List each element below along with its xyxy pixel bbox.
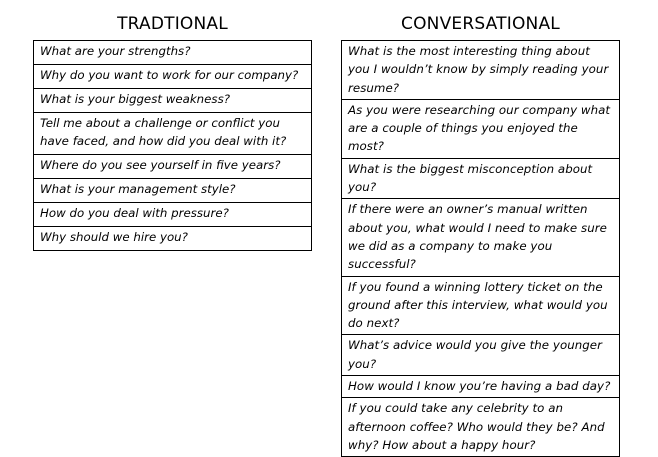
table-row: [342, 376, 620, 398]
question-cell: If you could take any celebrity to an afternoon coffee? Who would they be? And why? How about a happy hour?: [342, 398, 620, 457]
question-cell: Tell me about a challenge or conflict you have faced, and how did you deal with it?: [34, 113, 312, 155]
question-cell: Where do you see yourself in five years?: [34, 155, 312, 179]
question-cell: If there were an owner’s manual written about you, what would I need to make sure we did as a company to make you successful?: [342, 199, 620, 276]
question-cell: Why do you want to work for our company?: [34, 65, 312, 89]
table-row: [34, 113, 312, 155]
question-cell: What is your management style?: [34, 179, 312, 203]
table-row: [342, 199, 620, 276]
table-row: [342, 276, 620, 335]
table-row: [342, 335, 620, 376]
question-cell: How do you deal with pressure?: [34, 203, 312, 227]
question-cell: What’s advice would you give the younger you?: [342, 335, 620, 376]
table-row: [34, 65, 312, 89]
question-cell: What is your biggest weakness?: [34, 89, 312, 113]
table-row: [34, 155, 312, 179]
table-row: [34, 203, 312, 227]
traditional-column-title: TRADTIONAL: [117, 14, 228, 34]
table-row: [34, 227, 312, 251]
table-row: [34, 89, 312, 113]
table-row: [34, 41, 312, 65]
table-row: [342, 398, 620, 457]
question-cell: Why should we hire you?: [34, 227, 312, 251]
question-cell: If you found a winning lottery ticket on the ground after this interview, what would you do next?: [342, 276, 620, 335]
table-row: [342, 41, 620, 100]
question-cell: How would I know you’re having a bad day?: [342, 376, 620, 398]
table-row: [342, 99, 620, 158]
traditional-questions-table: [33, 40, 312, 251]
question-cell: What are your strengths?: [34, 41, 312, 65]
conversational-column-title: CONVERSATIONAL: [401, 14, 560, 34]
question-cell: What is the most interesting thing about you I wouldn’t know by simply reading your resume?: [342, 41, 620, 100]
table-row: [34, 179, 312, 203]
conversational-questions-table: [341, 40, 620, 457]
table-row: [342, 158, 620, 199]
question-cell: As you were researching our company what are a couple of things you enjoyed the most?: [342, 99, 620, 158]
question-cell: What is the biggest misconception about you?: [342, 158, 620, 199]
